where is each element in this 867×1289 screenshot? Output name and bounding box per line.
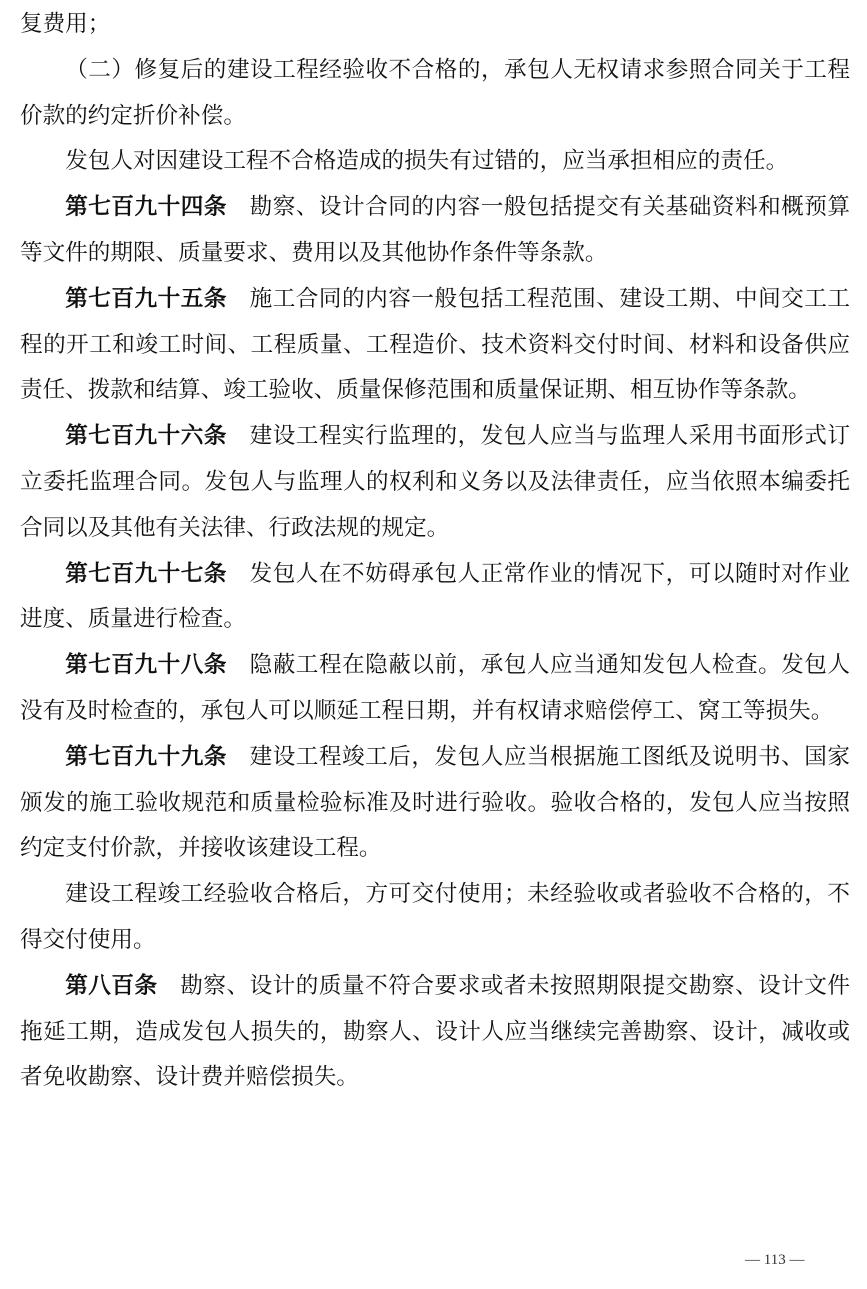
article-795 (20, 277, 850, 414)
article-800 (20, 964, 850, 1101)
article-797 (20, 552, 850, 644)
article-number: 第七百九十四条 (65, 194, 227, 221)
article-number: 第七百九十七条 (65, 560, 227, 587)
article-number: 第八百条 (65, 972, 158, 999)
article-798 (20, 643, 850, 735)
article-text: 勘察、设计合同的内容一般包括提交有关基础资料和概预算等文件的期限、质量要求、费用以及其他协作条件等条款。 (20, 194, 851, 266)
article-text: 施工合同的内容一般包括工程范围、建设工期、中间交工工程的开工和竣工时间、工程质量、工程造价、技术资料交付时间、材料和设备供应责任、拨款和结算、竣工验收、质量保修范围和质量保证期、相互协作等条款。 (20, 285, 851, 404)
paragraph-fault-liability: 发包人对因建设工程不合格造成的损失有过错的，应当承担相应的责任。 (65, 148, 789, 175)
paragraph-continuation: 复费用； (20, 11, 111, 37)
article-text: 发包人在不妨碍承包人正常作业的情况下，可以随时对作业进度、质量进行检查。 (20, 560, 851, 633)
article-number: 第七百九十六条 (65, 423, 227, 450)
article-number: 第七百九十八条 (65, 652, 227, 679)
article-796 (20, 414, 850, 551)
article-text: 勘察、设计的质量不符合要求或者未按照期限提交勘察、设计文件拖延工期，造成发包人损失的，勘察人、设计人应当继续完善勘察、设计，减收或者免收勘察、设计费并赔偿损失。 (20, 972, 850, 1091)
article-799 (20, 735, 850, 872)
article-number: 第七百九十九条 (65, 743, 227, 770)
article-text: 建设工程实行监理的，发包人应当与监理人采用书面形式订立委托监理合同。发包人与监理人的权利和义务以及法律责任，应当依照本编委托合同以及其他有关法律、行政法规的规定。 (20, 423, 851, 541)
body-text (20, 2, 850, 1101)
article-text: 隐蔽工程在隐蔽以前，承包人应当通知发包人检查。发包人没有及时检查的，承包人可以顺延工程日期，并有权请求赔偿停工、窝工等损失。 (20, 652, 851, 724)
article-text: 建设工程竣工后，发包人应当根据施工图纸及说明书、国家颁发的施工验收规范和质量检验标准及时进行验收。验收合格的，发包人应当按照约定支付价款，并接收该建设工程。 (20, 743, 851, 862)
paragraph-item-two: （二）修复后的建设工程经验收不合格的，承包人无权请求参照合同关于工程价款的约定折价补偿。 (20, 56, 850, 129)
article-number: 第七百九十五条 (65, 285, 227, 312)
article-794 (20, 185, 850, 277)
page-number: — 113 — (745, 1252, 805, 1268)
paragraph-acceptance: 建设工程竣工经验收合格后，方可交付使用；未经验收或者验收不合格的，不得交付使用。 (20, 881, 850, 953)
